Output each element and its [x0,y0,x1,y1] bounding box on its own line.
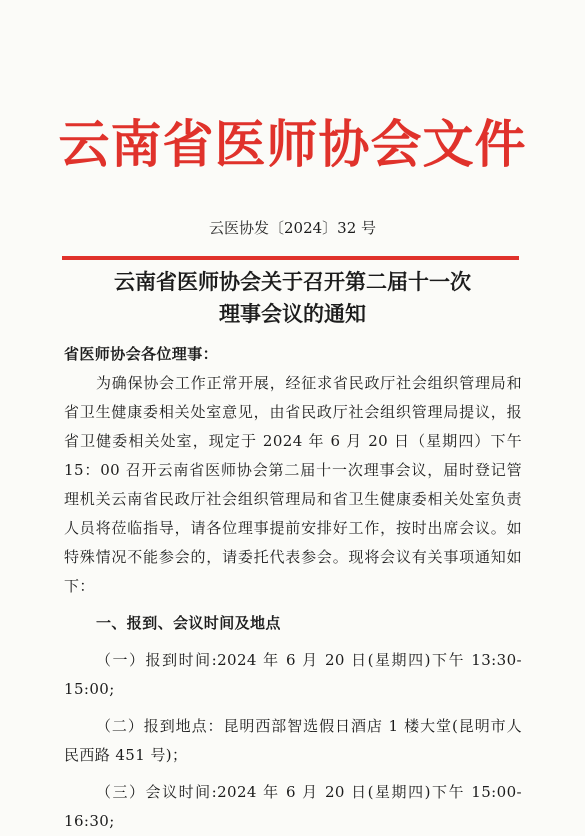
list-item-registration-time: （一）报到时间:2024 年 6 月 20 日(星期四)下午 13:30-15:00; [64,651,522,698]
org-red-header: 云南省医师协会文件 [58,115,527,175]
notice-title-line-2: 理事会议的通知 [219,301,366,326]
red-divider-line [62,256,519,260]
salutation: 省医师协会各位理事： [64,345,219,363]
notice-title-line-1: 云南省医师协会关于召开第二届十一次 [114,269,471,294]
document-number: 云医协发〔2024〕32 号 [208,219,377,237]
section-heading-1: 一、报到、会议时间及地点 [96,614,281,632]
notice-title [0,266,585,330]
list-item-meeting-time: （三）会议时间:2024 年 6 月 20 日(星期四)下午 15:00-16:30; [64,783,522,830]
notice-body [64,340,522,836]
main-paragraph: 为确保协会工作正常开展，经征求省民政厅社会组织管理局和省卫生健康委相关处室意见，由省民政厅社会组织管理局提议，报省卫健委相关处室，现定于 2024 年 6 月 20 日（星期四）下午 15：00 召开云南省医师协会第二届十一次理事会议，届时登记管理机关云南省民政厅社会组织管理局和省卫生健康委相关处室负责人员将莅临指导，请各位理事提前安排好工作，按时出席会议。如特殊情况不能参会的，请委托代表参会。现将会议有关事项通知如下： [64,374,522,595]
list-item-registration-location: （二）报到地点：昆明西部智选假日酒店 1 楼大堂(昆明市人民西路 451 号)； [64,717,522,764]
